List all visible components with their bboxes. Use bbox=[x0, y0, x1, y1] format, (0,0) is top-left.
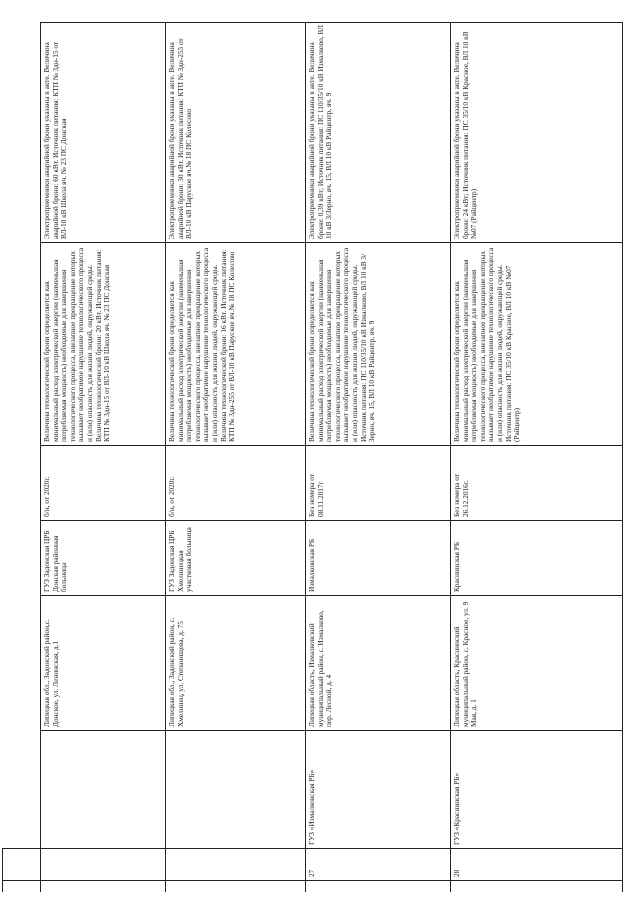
row-border bbox=[450, 22, 451, 892]
organization-name-cell bbox=[43, 733, 162, 845]
consumer-name-cell: ГУЗ Задонская ЦРБ Хмелинецкая участковая больница bbox=[167, 527, 194, 592]
organization-name-cell: ГУЗ «Краснинская РБ» bbox=[452, 772, 461, 845]
address-cell: Липецкая обл., Задонский район, с. Хмелинец, ул. Степанищева, д. 75 bbox=[167, 617, 185, 727]
row-number-cell bbox=[168, 851, 302, 877]
column-border bbox=[40, 445, 622, 446]
row-border bbox=[165, 22, 166, 892]
emergency-reserve-cell: Электроприемники аварийной брони указаны в акте. Величина аварийной брони: 30 кВт. Источник питания: КТП № 3дн-255 от ВЛ-10 кВ Паруское яч.№ 18 ПС Колесово bbox=[167, 38, 194, 239]
address-cell: Липецкая обл., Задонский район,с. Донское, ул. Ленинская, д.1 bbox=[42, 619, 60, 727]
column-border bbox=[40, 242, 622, 243]
organization-name-cell: ГУЗ «Измалковская РБ» bbox=[307, 769, 316, 845]
column-border bbox=[40, 595, 622, 596]
row-border bbox=[40, 22, 41, 892]
technological-reserve-cell: Величина технологической брони определяется как минимальный расход электрической энергии (наименьшая потребляемая мощность) необходимые для завершения технологического процесса, внезапное прекращение которых вызывает необратимое нарушение технологического процесса и (или) опасность для жизни людей, окружающей среды. Источник питания: ПС 110/35/10 кВ Измалково, ВЛ 10 кВ 3/Зерно, яч. 15, ВЛ 10 кВ Райцентр, яч. 9 bbox=[307, 247, 377, 442]
emergency-reserve-cell: Электроприемники аварийной брони указаны в акте. Величина брони: 24 кВт; Источник питания: ПС 35/10 кВ Красное, ВЛ 10 кВ №07 (Райцентр) bbox=[452, 31, 479, 239]
row-number-cell: 27 bbox=[307, 869, 316, 877]
technological-reserve-cell: Величина технологической брони определяется как минимальный расход электрической энергии (наименьшая потребляемая мощность) необходимые для завершения технологического процесса, внезапное прекращение которых вызывает необратимое нарушение технологического процесса и (или) опасность для жизни людей, окружающей среды. Величина технологической брони: 20 кВт. Источник питания: КТП № 3дн-15 от ВЛ-10 кВ Школа яч. № 23 ПС Донская bbox=[42, 247, 112, 442]
row-border bbox=[622, 22, 623, 892]
organization-name-cell bbox=[168, 733, 302, 845]
act-reference-cell: Без номера от 26.12.2016г. bbox=[452, 474, 470, 517]
address-cell: Липецкая область, Краснинский муниципальный район, с. Красное, ул. 9 Мая, д. 1 bbox=[452, 601, 479, 727]
act-reference-cell: б/н, от 2020г. bbox=[42, 476, 51, 517]
consumer-name-cell: Измалковская РБ bbox=[307, 538, 316, 592]
emergency-reserve-cell: Электроприемники аварийной брони указаны в акте. Величина аварийной брони: 60 кВт. Источник питания: КТП № 3дн-15 от ВЛ-10 кВ Школа яч. № 23 ПС Донская bbox=[42, 41, 69, 239]
address-cell: Липецкая область, Измалковский муниципальный район, с. Измалково, пер. Лесной, д. 4 bbox=[307, 610, 334, 727]
column-border bbox=[40, 848, 622, 849]
emergency-reserve-cell: Электроприемники аварийной брони указаны в акте. Величина брони: 0,39 кВт; Источник питания: ПС 110/35/10 кВ Измалково, ВЛ 10 кВ 3/Зерно, яч. 15, ВЛ 10 кВ Райцентр, яч. 9 bbox=[307, 25, 334, 239]
outer-column-border bbox=[2, 848, 40, 849]
consumer-name-cell: ГУЗ Задонская ЦРБ Донская районная больница bbox=[42, 530, 69, 592]
column-border bbox=[40, 880, 622, 881]
act-reference-cell: Без номера от 08.11.2017г bbox=[307, 474, 325, 517]
outer-column-border bbox=[2, 880, 40, 881]
row-border bbox=[305, 22, 306, 892]
column-border bbox=[40, 22, 622, 23]
technological-reserve-cell: Величина технологической брони определяется как минимальный расход электрической энергии (наименьшая потребляемая мощность) необходимые для завершения технологического процесса, внезапное прекращение которых вызывает необратимое нарушение технологического процесса и (или) опасность для жизни людей, окружающей среды. Величина технологической брони: 16 кВт. Источник питания: КТП № 3дн-255 от ВЛ-10 кВ Паруское яч.№ 18 ПС Колесово bbox=[167, 247, 237, 442]
act-reference-cell: б/н, от 2020г. bbox=[167, 476, 176, 517]
row-number-cell: 28 bbox=[452, 869, 461, 877]
row-number-cell bbox=[43, 851, 162, 877]
outer-left-border bbox=[2, 848, 3, 892]
column-border bbox=[40, 730, 622, 731]
consumer-name-cell: Краснинская РБ bbox=[452, 541, 461, 592]
technological-reserve-cell: Величина технологической брони определяется как минимальный расход электрической энергии (наименьшая потребляемая мощность) необходимые для завершения технологического процесса, внезапное прекращение которых вызывает необратимое нарушение технологического процесса и (или) опасность для жизни людей, окружающей среды. Источник питания: ПС 35/10 кВ Красное, ВЛ 10 кВ №07 (Райцентр) bbox=[452, 247, 522, 442]
column-border bbox=[40, 520, 622, 521]
